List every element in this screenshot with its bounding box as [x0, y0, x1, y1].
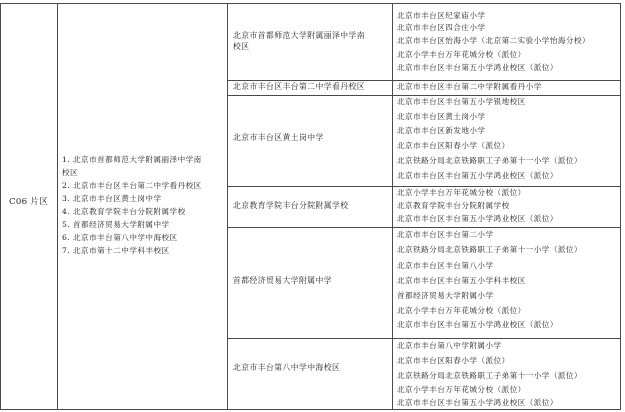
middle-school-name: 北京市丰台区丰台第二中学看丹校区	[233, 82, 365, 91]
middle-school-list-item: 7. 北京市第十二中学科丰校区	[62, 246, 170, 255]
primary-school-name: 北京市丰台区怡海小学（北京第二实验小学怡海分校）	[397, 36, 591, 45]
primary-school-name: 北京小学丰台万年花城分校（派位）	[397, 385, 526, 394]
middle-school-list-item: 1. 北京市首都师范大学附属丽泽中学南	[62, 155, 202, 164]
primary-school-name: 北京市丰台区丰台第五小学鸿业校区（派位）	[397, 171, 558, 180]
primary-school-name: 北京市丰台区丰台第二小学	[397, 230, 494, 239]
primary-school-name: 北京小学丰台万年花城分校（派位）	[397, 188, 526, 197]
primary-school-name: 北京市丰台区四合庄小学	[397, 23, 486, 32]
primary-school-name: 北京市丰台区新发地小学	[397, 126, 486, 135]
row-divider-3	[227, 186, 621, 187]
column-border-1	[57, 3, 58, 410]
middle-school-list-item: 5. 首都经济贸易大学附属中学	[62, 220, 170, 229]
primary-school-name: 北京市丰台区丰台第八小学	[397, 261, 494, 270]
primary-school-name: 北京市丰台区丰台第二中学附属看丹小学	[397, 82, 542, 91]
middle-school-list-item: 2. 北京市丰台区丰台第二中学看丹校区	[62, 181, 202, 190]
zone-label: C06 片区	[9, 197, 49, 207]
primary-school-name: 首都经济贸易大学附属小学	[397, 291, 494, 300]
middle-school-name: 北京教育学院丰台分院附属学校	[233, 201, 349, 210]
primary-school-name: 北京市丰台区黄土岗小学	[397, 112, 486, 121]
primary-school-name: 北京铁路分局北京铁路职工子弟第十一小学（派位）	[397, 156, 583, 165]
middle-school-name: 北京市首都师范大学附属丽泽中学南	[233, 31, 365, 40]
column-border-3	[392, 3, 393, 410]
primary-school-name: 北京市丰台区丰台第五小学鸿业校区（派位）	[397, 214, 558, 223]
middle-school-name: 校区	[233, 42, 250, 51]
primary-school-name: 北京市丰台区丰台第五小学科丰校区	[397, 276, 526, 285]
middle-school-list-item: 4. 北京教育学院丰台分院附属学校	[62, 207, 186, 216]
primary-school-name: 北京市丰台区丰台第五小学鸿业校区（派位）	[397, 63, 558, 72]
row-divider-2	[227, 95, 621, 96]
primary-school-name: 北京市丰台区阳春小学（派位）	[397, 356, 510, 365]
table-top-border	[0, 3, 621, 4]
middle-school-name: 北京市丰台第八中学中海校区	[233, 363, 341, 372]
row-divider-4	[227, 227, 621, 228]
primary-school-name: 北京铁路分局北京铁路职工子弟第十一小学（派位）	[397, 245, 583, 254]
primary-school-name: 北京市丰台区纪家庙小学	[397, 11, 486, 20]
primary-school-name: 北京市丰台区阳春小学（派位）	[397, 141, 510, 150]
primary-school-name: 北京小学丰台万年花城分校（派位）	[397, 50, 526, 59]
primary-school-name: 北京教育学院丰台分院附属学校	[397, 201, 510, 210]
primary-school-name: 北京市丰台区丰台第五小学鸿业校区（派位）	[397, 398, 558, 407]
primary-school-name: 北京市丰台第八中学附属小学	[397, 341, 502, 350]
column-border-2	[227, 3, 228, 410]
column-border-4	[620, 3, 621, 410]
primary-school-name: 北京市丰台区丰台第五小学银地校区	[397, 97, 526, 106]
middle-school-list-item: 6. 北京市丰台第八中学中海校区	[62, 233, 178, 242]
primary-school-name: 北京市丰台区丰台第五小学鸿业校区（派位）	[397, 320, 558, 329]
middle-school-name: 首都经济贸易大学附属中学	[233, 276, 332, 285]
row-divider-1	[227, 80, 621, 81]
middle-school-name: 北京市丰台区黄土岗中学	[233, 133, 324, 142]
middle-school-list-item: 校区	[62, 168, 79, 177]
column-border-0	[0, 3, 1, 410]
middle-school-list-item: 3. 北京市丰台区黄土岗中学	[62, 194, 162, 203]
row-divider-5	[227, 338, 621, 339]
primary-school-name: 北京小学丰台万年花城分校（派位）	[397, 306, 526, 315]
primary-school-name: 北京铁路分局北京铁路职工子弟第十一小学（派位）	[397, 371, 583, 380]
table-bottom-border	[0, 409, 621, 410]
